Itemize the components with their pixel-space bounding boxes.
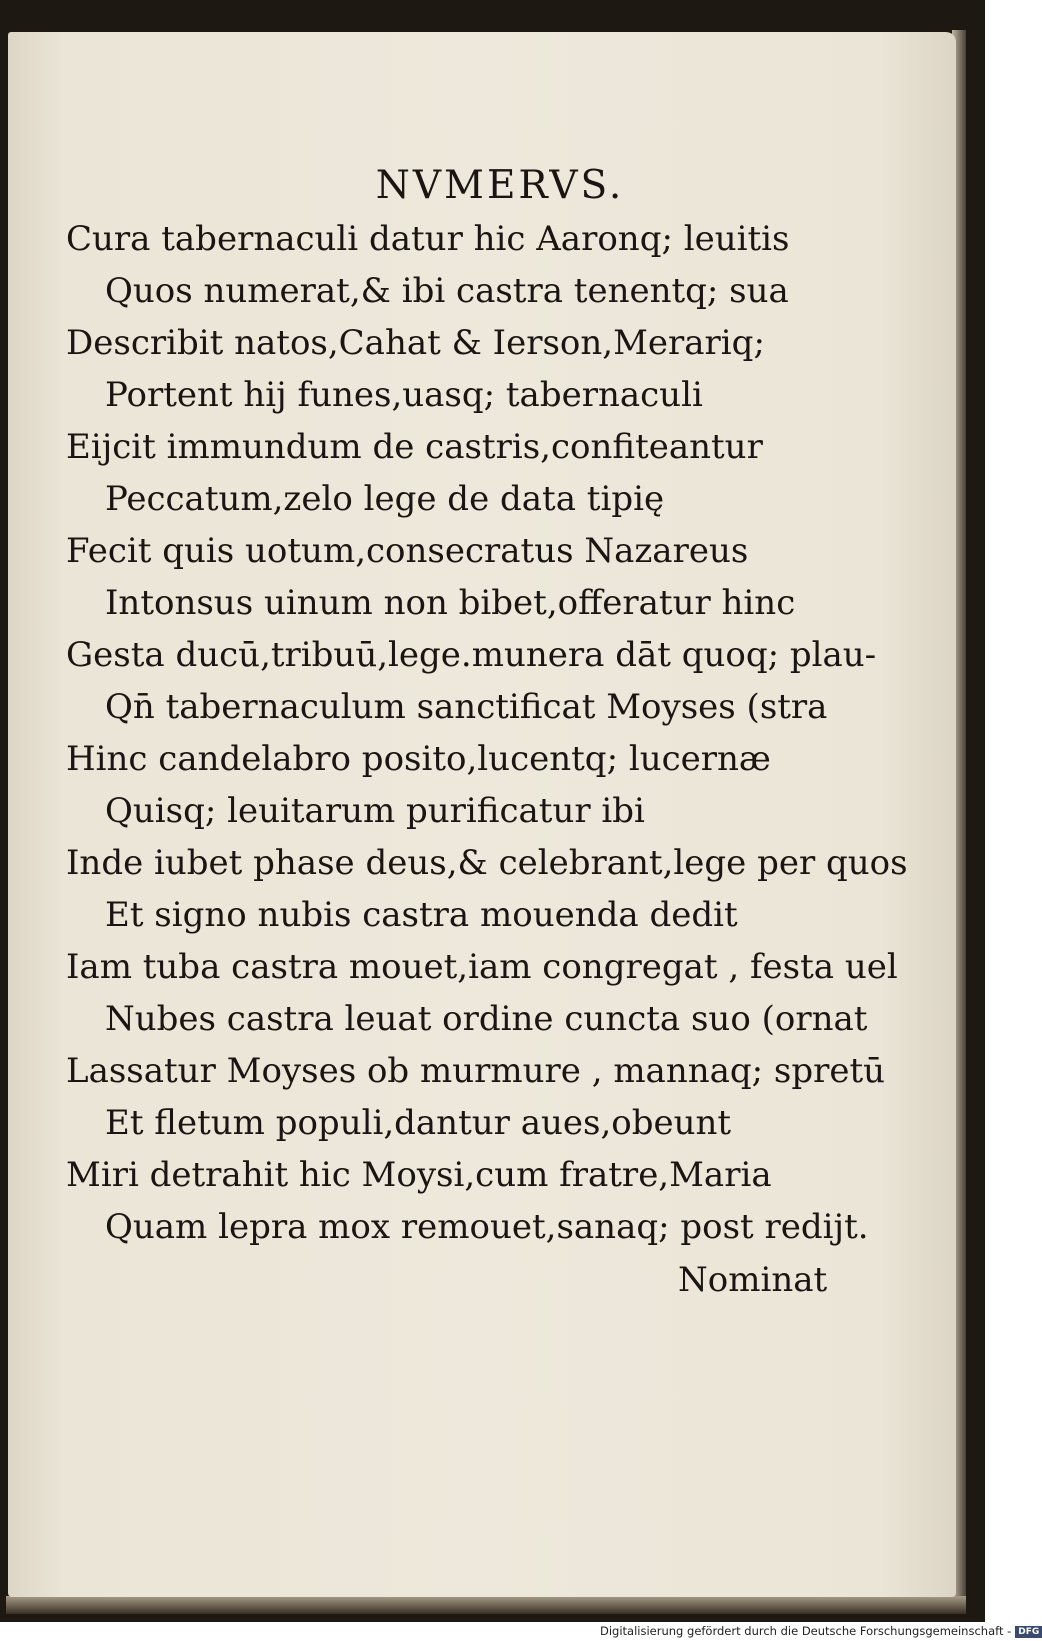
verse-line: Intonsus uinum non bibet,offeratur hinc [105, 583, 796, 623]
verse-line: Hinc candelabro posito,lucentq; lucernæ [66, 739, 771, 779]
verse-line: Quam lepra mox remouet,sanaq; post redijt. [105, 1207, 869, 1247]
catchword: Nominat [678, 1260, 828, 1300]
page-edge-bottom [6, 1596, 966, 1614]
running-title: NVMERVS. [375, 163, 625, 208]
verse-line: Qn̄ tabernaculum sanctificat Moyses (stra [105, 687, 828, 727]
verse-line: Miri detrahit hic Moysi,cum fratre,Maria [66, 1155, 772, 1195]
verse-line: Eijcit immundum de castris,confiteantur [66, 427, 763, 467]
verse-line: Quos numerat,& ibi castra tenentq; sua [105, 271, 789, 311]
verse-line: Cura tabernaculi datur hic Aaronq; leuitis [66, 219, 790, 259]
dfg-logo: DFG [1015, 1626, 1042, 1638]
verse-line: Quisq; leuitarum purificatur ibi [105, 791, 645, 831]
verse-line: Describit natos,Cahat & Ierson,Merariq; [66, 323, 765, 363]
verse-line: Et signo nubis castra mouenda dedit [105, 895, 738, 935]
verse-line: Iam tuba castra mouet,iam congregat , festa uel [66, 947, 898, 987]
verse-line: Lassatur Moyses ob murmure , mannaq; spretū [66, 1051, 886, 1091]
verse-line: Fecit quis uotum,consecratus Nazareus [66, 531, 749, 571]
verse-line: Et fletum populi,dantur aues,obeunt [105, 1103, 732, 1143]
verse-line: Gesta ducū,tribuū,lege.munera dāt quoq; plau- [66, 635, 877, 675]
credit-text: Digitalisierung gefördert durch die Deutsche Forschungsgemeinschaft - [600, 1624, 1012, 1638]
verse-line: Peccatum,zelo lege de data tipię [105, 479, 665, 519]
verse-line: Nubes castra leuat ordine cuncta suo (ornat [105, 999, 868, 1039]
verse-line: Inde iubet phase deus,& celebrant,lege per quos [66, 843, 908, 883]
verse-line: Portent hij funes,uasq; tabernaculi [105, 375, 703, 415]
digitization-credit [600, 1622, 1042, 1641]
